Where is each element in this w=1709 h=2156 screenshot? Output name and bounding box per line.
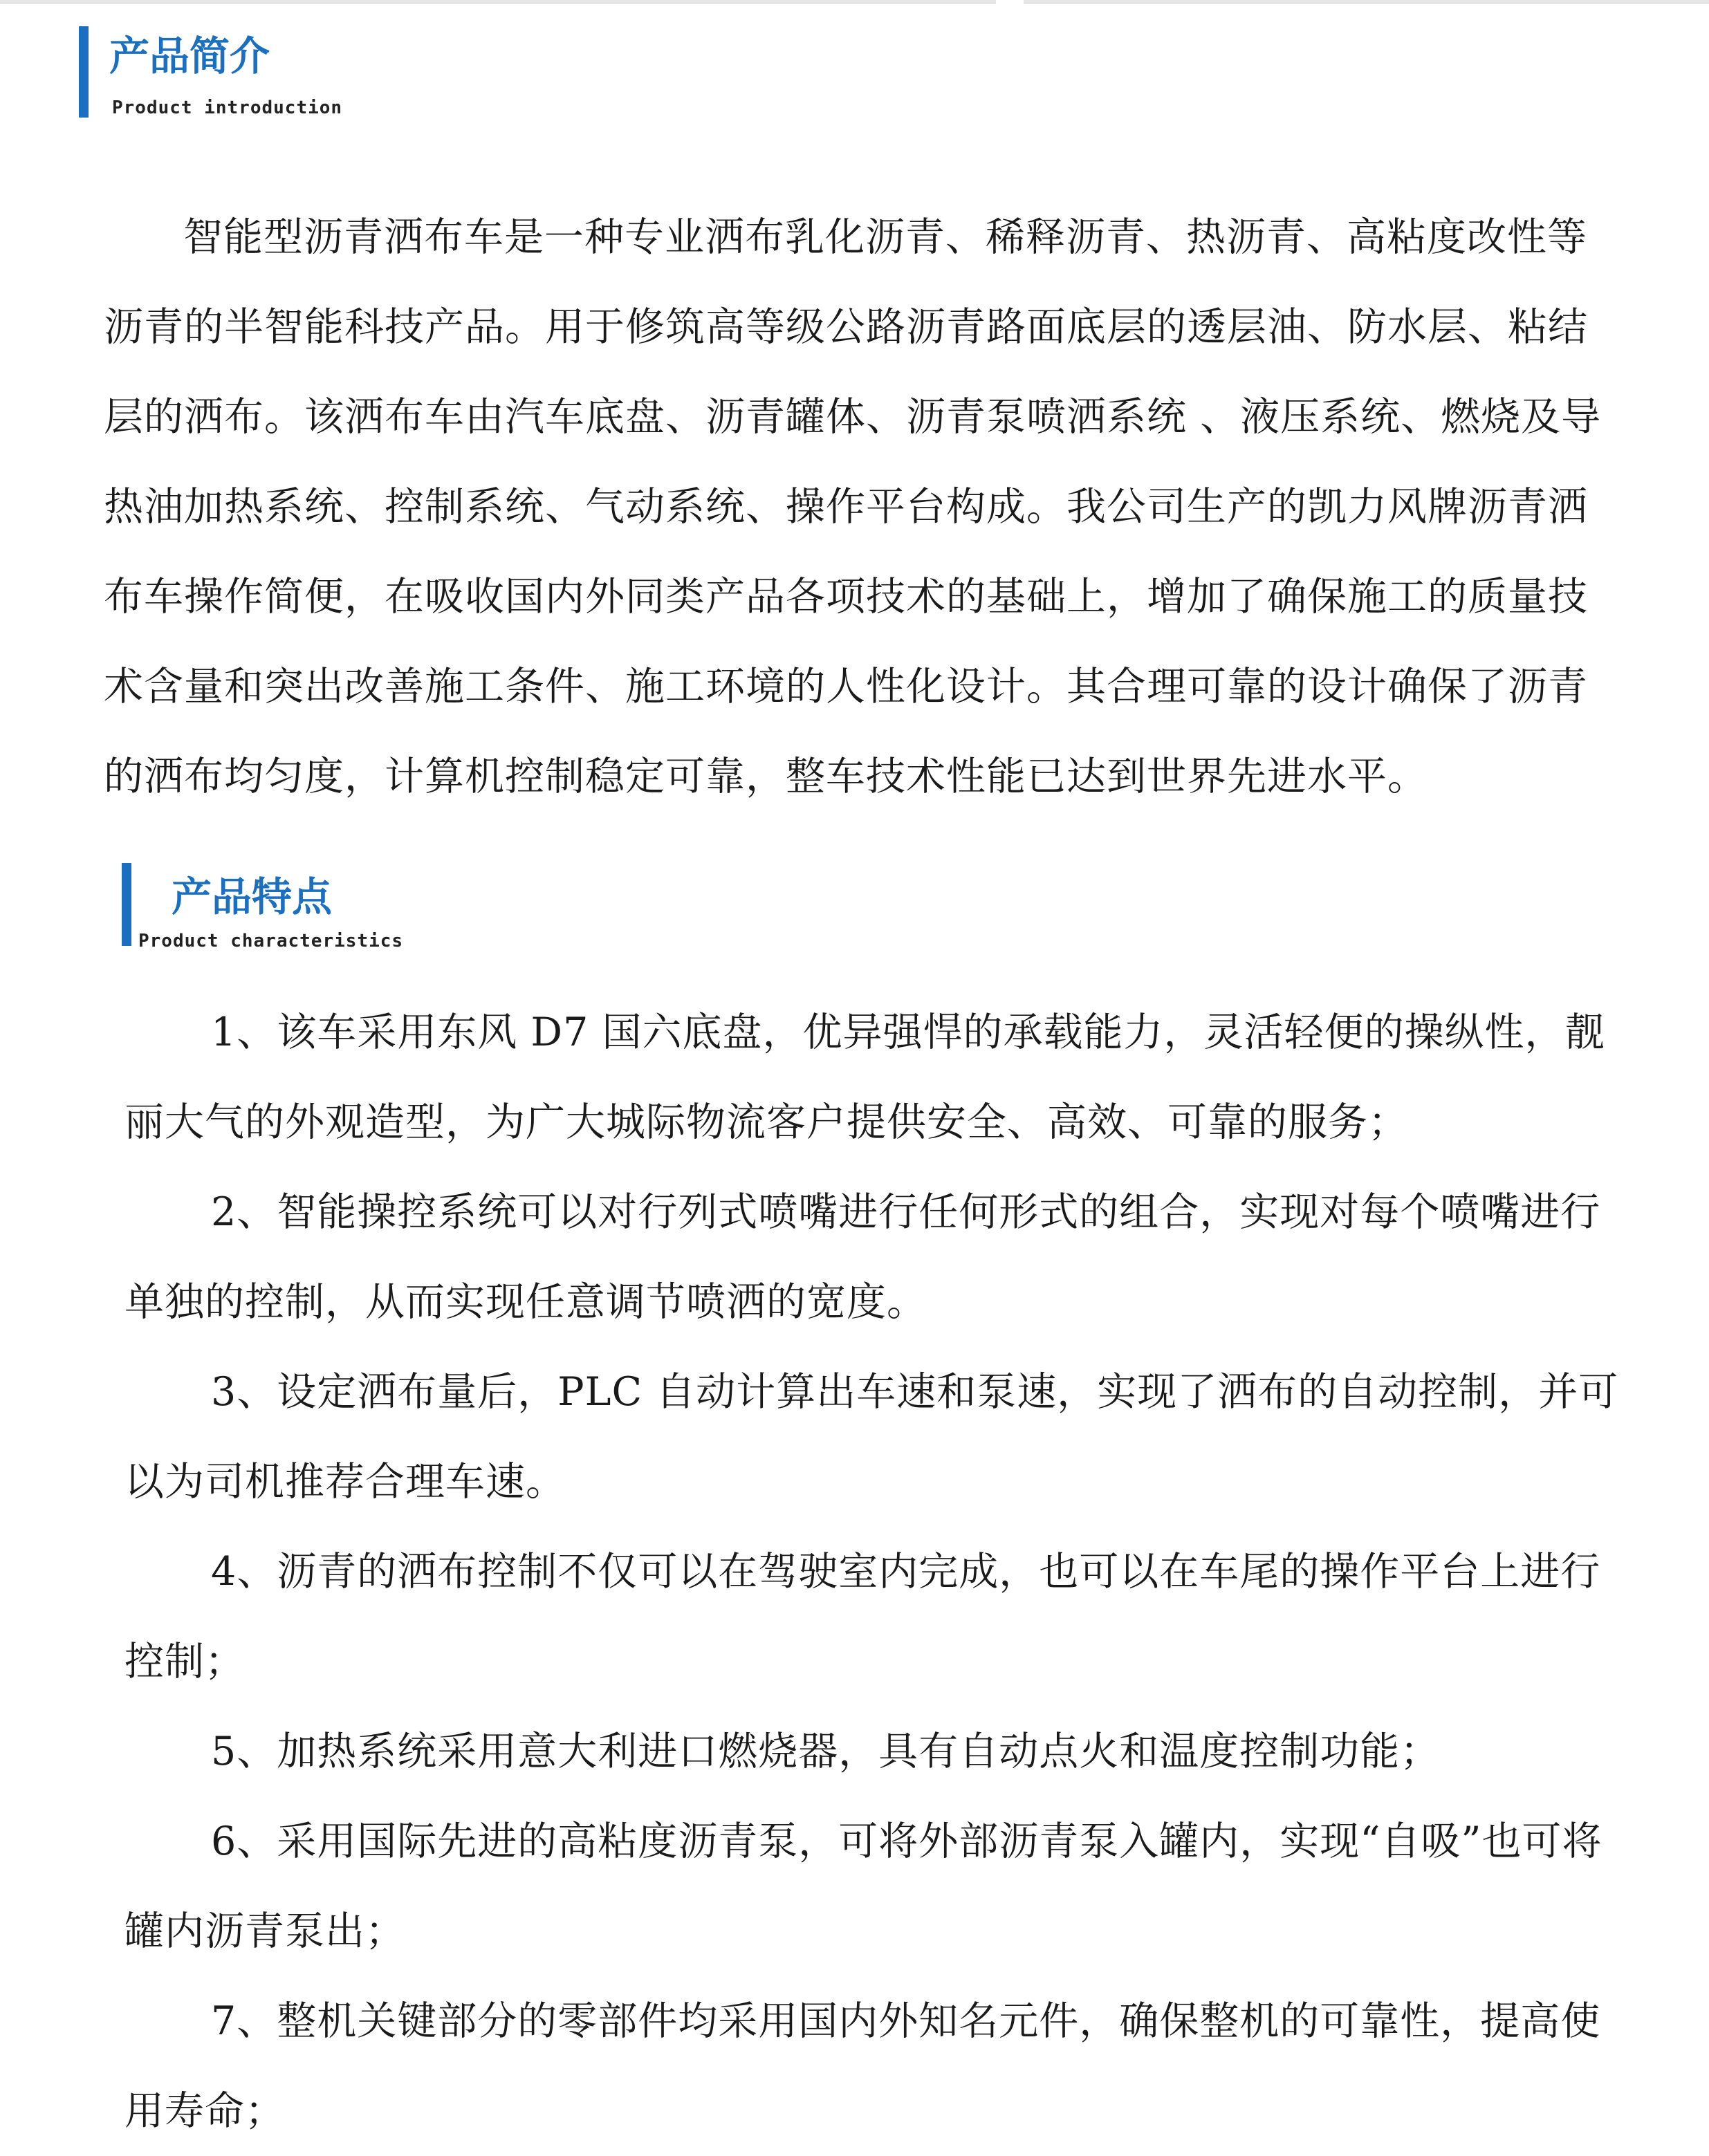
section-intro-title: 产品简介 (109, 32, 270, 80)
section-features-title: 产品特点 (172, 873, 333, 920)
section-features-accent-bar (122, 863, 131, 946)
features-list (124, 987, 1625, 2156)
feature-item-2: 2、智能操控系统可以对行列式喷嘴进行任何形式的组合，实现对每个喷嘴进行单独的控制，从而实现任意调节喷洒的宽度。 (124, 1189, 1601, 1325)
top-divider-left (0, 0, 996, 4)
feature-item-4: 4、沥青的洒布控制不仅可以在驾驶室内完成，也可以在车尾的操作平台上进行控制； (124, 1549, 1601, 1684)
feature-item-5: 5、加热系统采用意大利进口燃烧器，具有自动点火和温度控制功能； (211, 1729, 1441, 1774)
section-intro-accent-bar (79, 26, 89, 118)
feature-item-7: 7、整机关键部分的零部件均采用国内外知名元件，确保整机的可靠性，提高使用寿命； (124, 1998, 1601, 2134)
feature-item-1: 1、该车采用东风 D7 国六底盘，优异强悍的承载能力，灵活轻便的操纵性，靓丽大气的外观造型，为广大城际物流客户提供安全、高效、可靠的服务； (124, 1010, 1605, 1145)
section-features-subtitle: Product characteristics (138, 931, 404, 951)
feature-item-3: 3、设定洒布量后，PLC 自动计算出车速和泵速，实现了洒布的自动控制，并可以为司机推荐合理车速。 (124, 1369, 1619, 1505)
top-divider-right (1024, 0, 1709, 4)
feature-item-6: 6、采用国际先进的高粘度沥青泵，可将外部沥青泵入罐内，实现“自吸”也可将罐内沥青泵出； (124, 1819, 1602, 1954)
section-intro-subtitle: Product introduction (112, 97, 343, 118)
intro-paragraph: 智能型沥青洒布车是一种专业洒布乳化沥青、稀释沥青、热沥青、高粘度改性等沥青的半智能科技产品。用于修筑高等级公路沥青路面底层的透层油、防水层、粘结层的洒布。该洒布车由汽车底盘、沥青罐体、沥青泵喷洒系统 、液压系统、燃烧及导热油加热系统、控制系统、气动系统、操作平台构成。我公司生产的凯力风牌沥青洒布车操作简便，在吸收国内外同类产品各项技术的基础上，增加了确保施工的质量技术含量和突出改善施工条件、施工环境的人性化设计。其合理可靠的设计确保了沥青的洒布均匀度，计算机控制稳定可靠，整车技术性能已达到世界先进水平。 (104, 214, 1602, 799)
